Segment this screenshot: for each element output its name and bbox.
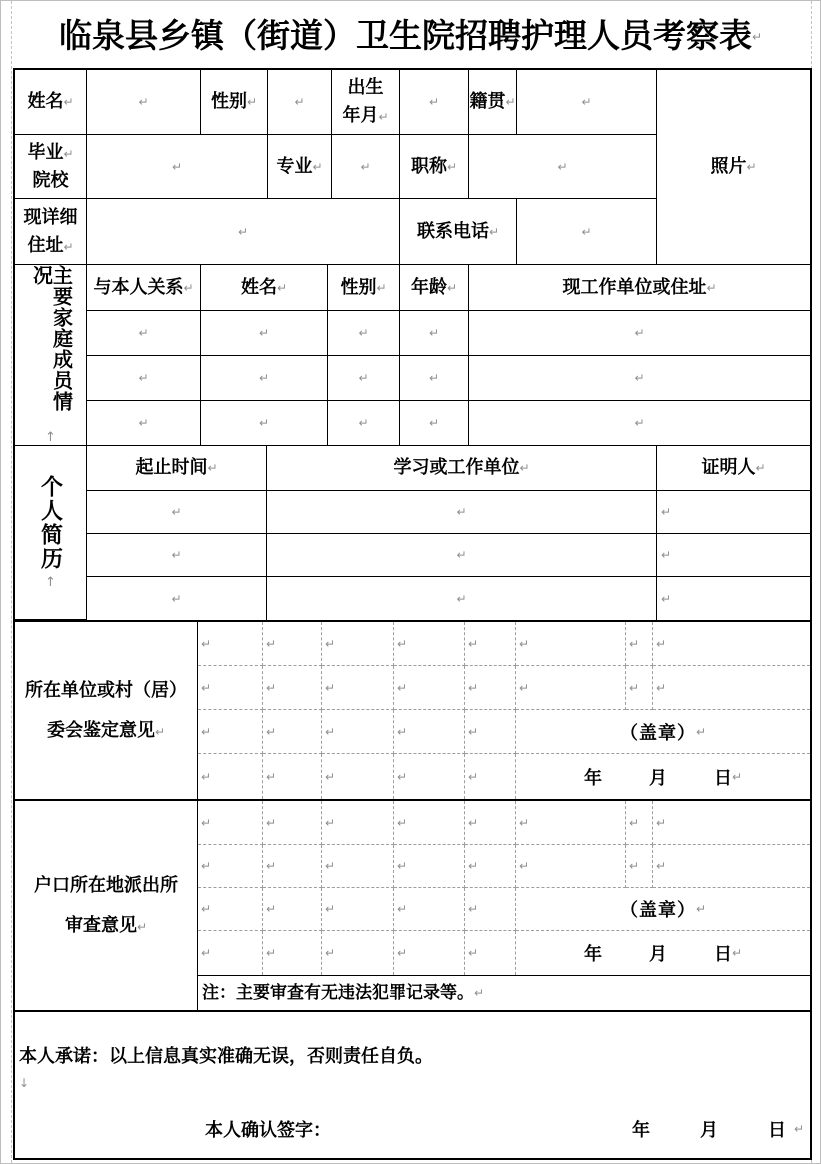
family-section bbox=[15, 265, 810, 446]
grid-cell[interactable]: ↵ bbox=[198, 754, 263, 799]
pilcrow-mark-icon: ↵ bbox=[581, 224, 592, 239]
pilcrow-mark-icon: ↵ bbox=[63, 95, 74, 109]
police-date-line: 年 月 日 ↵ bbox=[583, 944, 743, 964]
address-field[interactable] bbox=[87, 199, 400, 265]
family-header-workunit: 现工作单位或住址 ↵ bbox=[469, 265, 810, 311]
pilcrow-mark-icon: ↵ bbox=[474, 986, 485, 1000]
grid-cell[interactable]: ↵ bbox=[465, 845, 516, 888]
police-opinion-section bbox=[15, 799, 810, 1010]
basic-info-section bbox=[15, 70, 810, 265]
grid-cell[interactable]: ↵ bbox=[322, 666, 394, 710]
grid-cell[interactable]: ↵ bbox=[653, 801, 810, 845]
pilcrow-mark-icon: ↵ bbox=[505, 95, 516, 109]
grid-cell[interactable]: ↵ bbox=[322, 931, 394, 975]
resume-row3-unit[interactable]: ↵ bbox=[267, 577, 657, 620]
grid-cell[interactable]: ↵ bbox=[322, 710, 394, 754]
unit-opinion-label: 所在单位或村（居） 委会鉴定意见↵ bbox=[15, 622, 198, 799]
pilcrow-mark-icon: ↵ bbox=[731, 769, 743, 784]
resume-header-certifier: 证明人 ↵ bbox=[657, 446, 810, 491]
family-row1-workunit[interactable]: ↵ bbox=[469, 311, 810, 356]
pilcrow-mark-icon: ↵ bbox=[154, 724, 166, 739]
pilcrow-mark-icon: ↵ bbox=[731, 946, 743, 960]
grid-cell[interactable]: ↵ bbox=[394, 845, 465, 888]
pledge-text: 本人承诺：以上信息真实准确无误，否则责任自负。 bbox=[19, 1046, 433, 1066]
unit-stamp-cell bbox=[516, 710, 810, 754]
resume-header-period: 起止时间 ↵ bbox=[87, 446, 267, 491]
grid-cell[interactable]: ↵ bbox=[465, 754, 516, 799]
family-row3-age[interactable]: ↵ bbox=[400, 401, 469, 446]
police-stamp-cell bbox=[516, 888, 810, 931]
grid-cell[interactable]: ↵ bbox=[394, 801, 465, 845]
resume-row2-unit[interactable]: ↵ bbox=[267, 534, 657, 577]
family-section-label: 主要家庭成员情况 ↑ bbox=[15, 265, 87, 446]
name-label: 姓名 ↵ bbox=[15, 70, 87, 135]
up-arrow-mark-icon: ↑ bbox=[43, 430, 58, 445]
pilcrow-mark-icon: ↵ bbox=[446, 159, 458, 174]
form-title bbox=[1, 10, 820, 57]
resume-section-label: 个人简历 ↑ bbox=[15, 446, 87, 620]
grid-cell[interactable]: ↵ bbox=[263, 801, 322, 845]
pilcrow-mark-icon: ↵ bbox=[378, 110, 389, 124]
grid-cell[interactable]: ↵ bbox=[516, 845, 626, 888]
grid-cell[interactable]: ↵ bbox=[626, 666, 653, 710]
pilcrow-mark-icon: ↵ bbox=[276, 280, 288, 295]
signature-date: 年 月 日 bbox=[631, 1120, 786, 1140]
grid-cell[interactable]: ↵ bbox=[394, 888, 465, 931]
pilcrow-mark-icon: ↵ bbox=[207, 461, 218, 475]
native-place-label: 籍贯 ↵ bbox=[469, 70, 517, 135]
family-row2-workunit[interactable]: ↵ bbox=[469, 356, 810, 401]
pilcrow-mark-icon: ↵ bbox=[519, 461, 530, 475]
phone-field[interactable] bbox=[517, 199, 657, 265]
pilcrow-mark-icon: ↵ bbox=[706, 280, 717, 295]
family-row3-workunit[interactable]: ↵ bbox=[469, 401, 810, 446]
pilcrow-mark-icon: ↵ bbox=[746, 160, 757, 174]
left-text-boundary-guide bbox=[11, 1, 12, 1163]
grid-cell[interactable]: ↵ bbox=[394, 622, 465, 666]
grid-cell[interactable]: ↵ bbox=[516, 622, 626, 666]
pilcrow-mark-icon: ↵ bbox=[695, 902, 707, 916]
up-arrow-mark-icon: ↑ bbox=[43, 575, 58, 590]
grid-cell[interactable]: ↵ bbox=[198, 666, 263, 710]
resume-row3-certifier[interactable]: ↵ bbox=[661, 591, 672, 606]
grid-cell[interactable]: ↵ bbox=[465, 666, 516, 710]
pilcrow-mark-icon: ↵ bbox=[428, 95, 440, 109]
pilcrow-mark-icon: ↵ bbox=[294, 95, 305, 109]
family-row2-age[interactable]: ↵ bbox=[400, 356, 469, 401]
birth-date-label: 出生 年月↵ bbox=[332, 70, 400, 135]
note-row: 注：主要审查有无违法犯罪记录等。 ↵ bbox=[198, 975, 810, 1010]
grid-cell[interactable]: ↵ bbox=[465, 801, 516, 845]
gender-field[interactable] bbox=[268, 70, 332, 135]
grid-cell[interactable]: ↵ bbox=[198, 845, 263, 888]
grid-cell[interactable]: ↵ bbox=[198, 801, 263, 845]
job-title-label: 职称 ↵ bbox=[400, 135, 469, 199]
grid-cell[interactable]: ↵ bbox=[465, 931, 516, 975]
resume-row3-period[interactable]: ↵ bbox=[87, 577, 267, 620]
resume-row2-certifier[interactable]: ↵ bbox=[657, 534, 810, 577]
pilcrow-mark-icon: ↵ bbox=[755, 461, 766, 475]
grid-cell[interactable]: ↵ bbox=[322, 845, 394, 888]
major-label: 专业 ↵ bbox=[268, 135, 332, 199]
major-field[interactable] bbox=[332, 135, 400, 199]
name-field[interactable] bbox=[87, 70, 201, 135]
police-opinion-label: 户口所在地派出所 审查意见↵ bbox=[15, 801, 198, 1010]
family-row3-relation[interactable]: ↵ bbox=[87, 401, 201, 446]
grid-cell[interactable]: ↵ bbox=[263, 622, 322, 666]
grid-cell[interactable]: ↵ bbox=[394, 931, 465, 975]
grid-cell[interactable]: ↵ bbox=[653, 666, 810, 710]
pilcrow-mark-icon: ↵ bbox=[246, 95, 258, 109]
grid-cell[interactable]: ↵ bbox=[322, 888, 394, 931]
down-arrow-mark-icon: ↓ bbox=[19, 1076, 30, 1090]
grid-cell[interactable]: ↵ bbox=[322, 754, 394, 799]
address-label: 现详细 住址↵ bbox=[15, 199, 87, 265]
grid-cell[interactable]: ↵ bbox=[263, 666, 322, 710]
pilcrow-mark-icon: ↵ bbox=[312, 159, 323, 174]
resume-row1-certifier[interactable]: ↵ bbox=[657, 491, 810, 534]
job-title-field[interactable] bbox=[469, 135, 657, 199]
family-row2-relation[interactable]: ↵ bbox=[87, 356, 201, 401]
phone-label: 联系电话 ↵ bbox=[400, 199, 517, 265]
grid-cell[interactable]: ↵ bbox=[263, 931, 322, 975]
grid-cell[interactable]: ↵ bbox=[263, 754, 322, 799]
birth-date-field[interactable] bbox=[400, 70, 469, 135]
graduate-school-label: 毕业↵ 院校 bbox=[15, 135, 87, 199]
grid-cell[interactable]: ↵ bbox=[394, 754, 465, 799]
pilcrow-mark-icon: ↵ bbox=[63, 146, 74, 161]
form-title-text: 临泉县乡镇（街道）卫生院招聘护理人员考察表 bbox=[58, 19, 752, 55]
stamp-label: （盖章） bbox=[619, 900, 696, 920]
native-place-field[interactable] bbox=[517, 70, 657, 135]
linebreak-mark-row bbox=[19, 1074, 804, 1092]
grid-cell[interactable]: ↵ bbox=[653, 622, 810, 666]
grid-cell[interactable]: ↵ bbox=[394, 666, 465, 710]
family-row1-name[interactable]: ↵ bbox=[201, 311, 328, 356]
grid-cell[interactable]: ↵ bbox=[653, 845, 810, 888]
signature-line bbox=[19, 1116, 804, 1142]
unit-opinion-writing-area[interactable] bbox=[198, 622, 810, 799]
resume-row1-unit[interactable]: ↵ bbox=[267, 491, 657, 534]
grid-cell[interactable]: ↵ bbox=[198, 931, 263, 975]
grid-cell[interactable]: ↵ bbox=[263, 888, 322, 931]
pilcrow-mark-icon: ↵ bbox=[695, 724, 707, 739]
pilcrow-mark-icon: ↵ bbox=[171, 159, 183, 174]
grid-cell[interactable]: ↵ bbox=[198, 622, 263, 666]
family-row3-gender[interactable]: ↵ bbox=[328, 401, 400, 446]
family-row1-relation[interactable]: ↵ bbox=[87, 311, 201, 356]
pilcrow-mark-icon: ↵ bbox=[446, 280, 458, 295]
photo-cell[interactable]: 照片 ↵ bbox=[657, 70, 810, 265]
pilcrow-mark-icon: ↵ bbox=[557, 159, 568, 174]
form-table bbox=[13, 68, 812, 1160]
resume-section bbox=[15, 446, 810, 620]
grid-cell[interactable]: ↵ bbox=[516, 666, 626, 710]
grid-cell[interactable]: ↵ bbox=[626, 622, 653, 666]
family-header-name: 姓名 ↵ bbox=[201, 265, 328, 311]
grid-cell[interactable]: ↵ bbox=[322, 622, 394, 666]
police-opinion-grid bbox=[198, 801, 810, 975]
family-row2-gender[interactable]: ↵ bbox=[328, 356, 400, 401]
resume-row2-period[interactable]: ↵ bbox=[87, 534, 267, 577]
unit-opinion-grid bbox=[198, 622, 810, 799]
pilcrow-mark-icon: ↵ bbox=[63, 239, 74, 254]
pilcrow-mark-icon: ↵ bbox=[183, 280, 194, 295]
family-row2-name[interactable]: ↵ bbox=[201, 356, 328, 401]
stamp-label: （盖章） bbox=[619, 722, 696, 743]
pilcrow-mark-icon: ↵ bbox=[138, 95, 149, 109]
pilcrow-mark-icon: ↵ bbox=[581, 95, 592, 109]
gender-label: 性别 ↵ bbox=[201, 70, 268, 135]
grid-cell[interactable]: ↵ bbox=[516, 801, 626, 845]
unit-date-line: 年 月 日 ↵ bbox=[583, 767, 743, 788]
resume-row1-period[interactable]: ↵ bbox=[87, 491, 267, 534]
grid-cell[interactable]: ↵ bbox=[198, 888, 263, 931]
family-row3-name[interactable]: ↵ bbox=[201, 401, 328, 446]
family-header-relation: 与本人关系 ↵ bbox=[87, 265, 201, 311]
pilcrow-mark-icon: ↵ bbox=[751, 30, 763, 44]
police-opinion-writing-area[interactable] bbox=[198, 801, 810, 975]
grid-cell[interactable]: ↵ bbox=[626, 845, 653, 888]
pledge-section bbox=[15, 1010, 810, 1158]
signature-label: 本人确认签字： bbox=[205, 1120, 331, 1140]
grid-cell[interactable]: ↵ bbox=[263, 710, 322, 754]
pilcrow-mark-icon: ↵ bbox=[237, 224, 249, 239]
grid-cell[interactable]: ↵ bbox=[322, 801, 394, 845]
pilcrow-mark-icon: ↵ bbox=[136, 919, 148, 934]
grid-cell[interactable]: ↵ bbox=[198, 710, 263, 754]
grid-cell[interactable]: ↵ bbox=[465, 622, 516, 666]
grid-cell[interactable]: ↵ bbox=[394, 710, 465, 754]
grid-cell[interactable]: ↵ bbox=[626, 801, 653, 845]
unit-opinion-section bbox=[15, 620, 810, 799]
family-row1-gender[interactable]: ↵ bbox=[328, 311, 400, 356]
family-row1-age[interactable]: ↵ bbox=[400, 311, 469, 356]
family-header-gender: 性别 ↵ bbox=[328, 265, 400, 311]
resume-header-unit: 学习或工作单位 ↵ bbox=[267, 446, 657, 491]
grid-cell[interactable]: ↵ bbox=[465, 710, 516, 754]
family-header-age: 年龄 ↵ bbox=[400, 265, 469, 311]
pilcrow-mark-icon: ↵ bbox=[376, 280, 387, 295]
pilcrow-mark-icon: ↵ bbox=[488, 224, 500, 239]
grid-cell[interactable]: ↵ bbox=[465, 888, 516, 931]
pilcrow-mark-icon: ↵ bbox=[360, 159, 371, 174]
graduate-school-field[interactable] bbox=[87, 135, 268, 199]
pilcrow-mark-icon: ↵ bbox=[793, 1122, 804, 1136]
grid-cell[interactable]: ↵ bbox=[263, 845, 322, 888]
